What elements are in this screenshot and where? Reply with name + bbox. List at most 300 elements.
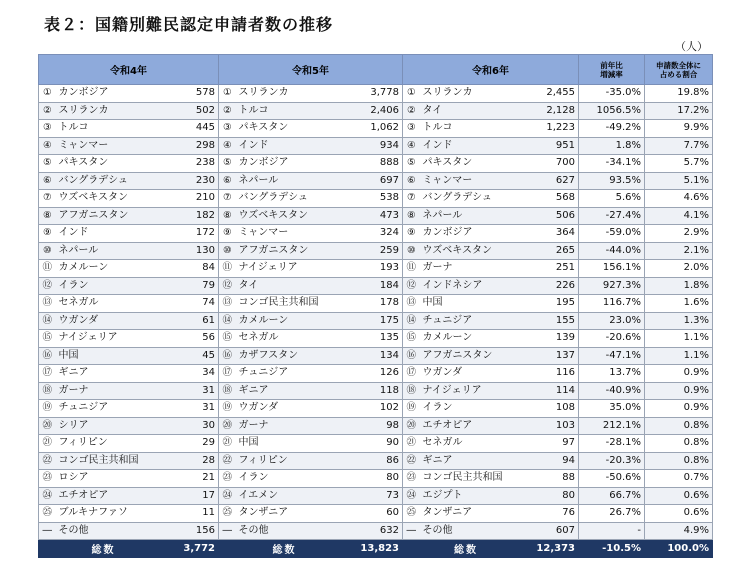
share-y6: 0.8% bbox=[645, 435, 713, 453]
rank-cell: ⑦ bbox=[219, 190, 236, 208]
total-label-y4: 総数 bbox=[39, 540, 169, 558]
country-y5: ナイジェリア bbox=[236, 260, 351, 278]
country-y4: シリア bbox=[56, 417, 169, 435]
count-y5: 934 bbox=[351, 137, 403, 155]
table-row bbox=[39, 452, 713, 470]
rank-cell: ⑩ bbox=[39, 242, 56, 260]
country-y5: コンゴ民主共和国 bbox=[236, 295, 351, 313]
rank-cell: ㉑ bbox=[39, 435, 56, 453]
country-y4: ミャンマー bbox=[56, 137, 169, 155]
count-y5: 60 bbox=[351, 505, 403, 523]
change-y6: 23.0% bbox=[579, 312, 645, 330]
share-y6: 1.1% bbox=[645, 347, 713, 365]
count-y4: 172 bbox=[169, 225, 219, 243]
country-y6: ネパール bbox=[420, 207, 530, 225]
country-y5: フィリピン bbox=[236, 452, 351, 470]
country-y5: イエメン bbox=[236, 487, 351, 505]
count-y4: 34 bbox=[169, 365, 219, 383]
rank-cell: ㉓ bbox=[219, 470, 236, 488]
table-row bbox=[39, 190, 713, 208]
change-y6: -27.4% bbox=[579, 207, 645, 225]
count-y5: 98 bbox=[351, 417, 403, 435]
unit-label: （人） bbox=[675, 40, 708, 53]
country-y4: フィリピン bbox=[56, 435, 169, 453]
share-y6: 0.9% bbox=[645, 382, 713, 400]
count-y4: 29 bbox=[169, 435, 219, 453]
share-y6: 0.8% bbox=[645, 452, 713, 470]
rank-cell: ⑭ bbox=[219, 312, 236, 330]
rank-cell: ⑰ bbox=[39, 365, 56, 383]
country-y6: インド bbox=[420, 137, 530, 155]
rank-cell: ⑲ bbox=[39, 400, 56, 418]
table-row bbox=[39, 505, 713, 523]
table-row bbox=[39, 330, 713, 348]
count-y6: 76 bbox=[530, 505, 579, 523]
country-y5: トルコ bbox=[236, 102, 351, 120]
count-y6: 114 bbox=[530, 382, 579, 400]
country-y4: チュニジア bbox=[56, 400, 169, 418]
table-row bbox=[39, 417, 713, 435]
change-y6: -34.1% bbox=[579, 155, 645, 173]
count-y5: 697 bbox=[351, 172, 403, 190]
rank-cell: ㉕ bbox=[39, 505, 56, 523]
table-row bbox=[39, 225, 713, 243]
table-row bbox=[39, 435, 713, 453]
rank-cell: ㉓ bbox=[403, 470, 420, 488]
count-y6: 88 bbox=[530, 470, 579, 488]
rank-cell: ③ bbox=[39, 120, 56, 138]
country-y5: その他 bbox=[236, 522, 351, 540]
rank-cell: ㉒ bbox=[403, 452, 420, 470]
count-y4: 210 bbox=[169, 190, 219, 208]
count-y6: 139 bbox=[530, 330, 579, 348]
country-y6: ナイジェリア bbox=[420, 382, 530, 400]
rank-cell: ⑳ bbox=[403, 417, 420, 435]
count-y5: 473 bbox=[351, 207, 403, 225]
country-y6: タンザニア bbox=[420, 505, 530, 523]
change-y6: 66.7% bbox=[579, 487, 645, 505]
count-y4: 17 bbox=[169, 487, 219, 505]
rank-cell: ⑳ bbox=[39, 417, 56, 435]
rank-cell: ⑮ bbox=[219, 330, 236, 348]
country-y4: アフガニスタン bbox=[56, 207, 169, 225]
rank-cell: ⑩ bbox=[219, 242, 236, 260]
table-row bbox=[39, 470, 713, 488]
table-row bbox=[39, 312, 713, 330]
country-y4: ネパール bbox=[56, 242, 169, 260]
rank-cell: ⑨ bbox=[219, 225, 236, 243]
rank-cell: ⑱ bbox=[39, 382, 56, 400]
header-y4: 令和4年 bbox=[39, 55, 219, 85]
count-y4: 30 bbox=[169, 417, 219, 435]
country-y4: エチオピア bbox=[56, 487, 169, 505]
rank-cell: ⑤ bbox=[39, 155, 56, 173]
count-y5: 134 bbox=[351, 347, 403, 365]
table-row bbox=[39, 120, 713, 138]
rank-cell: ③ bbox=[219, 120, 236, 138]
rank-cell: ⑥ bbox=[39, 172, 56, 190]
count-y6: 80 bbox=[530, 487, 579, 505]
count-y4: 182 bbox=[169, 207, 219, 225]
count-y5: 1,062 bbox=[351, 120, 403, 138]
rank-cell: ⑲ bbox=[219, 400, 236, 418]
count-y4: 578 bbox=[169, 85, 219, 103]
country-y6: カンボジア bbox=[420, 225, 530, 243]
country-y4: ロシア bbox=[56, 470, 169, 488]
country-y6: バングラデシュ bbox=[420, 190, 530, 208]
country-y4: セネガル bbox=[56, 295, 169, 313]
rank-cell: ⑯ bbox=[403, 347, 420, 365]
share-y6: 2.9% bbox=[645, 225, 713, 243]
rank-cell: ㉕ bbox=[403, 505, 420, 523]
count-y5: 888 bbox=[351, 155, 403, 173]
table-row bbox=[39, 277, 713, 295]
change-y6: -47.1% bbox=[579, 347, 645, 365]
count-y4: 156 bbox=[169, 522, 219, 540]
table-row bbox=[39, 260, 713, 278]
country-y6: ミャンマー bbox=[420, 172, 530, 190]
count-y4: 84 bbox=[169, 260, 219, 278]
count-y5: 184 bbox=[351, 277, 403, 295]
rank-cell: ⑲ bbox=[403, 400, 420, 418]
total-y4: 3,772 bbox=[169, 540, 219, 558]
count-y6: 700 bbox=[530, 155, 579, 173]
rank-cell: ⑧ bbox=[39, 207, 56, 225]
count-y4: 61 bbox=[169, 312, 219, 330]
rank-cell: ― bbox=[39, 522, 56, 540]
count-y6: 103 bbox=[530, 417, 579, 435]
rank-cell: ⑳ bbox=[219, 417, 236, 435]
rank-cell: ⑮ bbox=[39, 330, 56, 348]
change-y6: 156.1% bbox=[579, 260, 645, 278]
country-y5: アフガニスタン bbox=[236, 242, 351, 260]
share-y6: 7.7% bbox=[645, 137, 713, 155]
share-y6: 2.0% bbox=[645, 260, 713, 278]
rank-cell: ⑥ bbox=[219, 172, 236, 190]
count-y6: 226 bbox=[530, 277, 579, 295]
share-y6: 0.6% bbox=[645, 487, 713, 505]
count-y6: 265 bbox=[530, 242, 579, 260]
country-y6: ギニア bbox=[420, 452, 530, 470]
count-y4: 28 bbox=[169, 452, 219, 470]
rank-cell: ⑪ bbox=[403, 260, 420, 278]
change-y6: 93.5% bbox=[579, 172, 645, 190]
change-y6: -35.0% bbox=[579, 85, 645, 103]
change-y6: - bbox=[579, 522, 645, 540]
asylum-applicants-table bbox=[38, 54, 713, 558]
change-y6: 5.6% bbox=[579, 190, 645, 208]
count-y5: 2,406 bbox=[351, 102, 403, 120]
rank-cell: ⑯ bbox=[219, 347, 236, 365]
count-y4: 56 bbox=[169, 330, 219, 348]
change-y6: 1056.5% bbox=[579, 102, 645, 120]
rank-cell: ⑧ bbox=[403, 207, 420, 225]
country-y4: ガーナ bbox=[56, 382, 169, 400]
count-y5: 175 bbox=[351, 312, 403, 330]
share-y6: 9.9% bbox=[645, 120, 713, 138]
country-y6: コンゴ民主共和国 bbox=[420, 470, 530, 488]
rank-cell: ㉕ bbox=[219, 505, 236, 523]
country-y5: ネパール bbox=[236, 172, 351, 190]
table-row bbox=[39, 207, 713, 225]
share-y6: 4.1% bbox=[645, 207, 713, 225]
count-y5: 538 bbox=[351, 190, 403, 208]
count-y5: 3,778 bbox=[351, 85, 403, 103]
rank-cell: ⑤ bbox=[403, 155, 420, 173]
country-y6: その他 bbox=[420, 522, 530, 540]
country-y5: ガーナ bbox=[236, 417, 351, 435]
country-y5: バングラデシュ bbox=[236, 190, 351, 208]
country-y5: チュニジア bbox=[236, 365, 351, 383]
country-y6: カメルーン bbox=[420, 330, 530, 348]
count-y4: 11 bbox=[169, 505, 219, 523]
totals-row bbox=[39, 540, 713, 558]
count-y4: 45 bbox=[169, 347, 219, 365]
table-row bbox=[39, 172, 713, 190]
change-y6: 212.1% bbox=[579, 417, 645, 435]
count-y6: 568 bbox=[530, 190, 579, 208]
rank-cell: ⑥ bbox=[403, 172, 420, 190]
count-y6: 251 bbox=[530, 260, 579, 278]
country-y4: スリランカ bbox=[56, 102, 169, 120]
country-y5: ウガンダ bbox=[236, 400, 351, 418]
rank-cell: ㉔ bbox=[403, 487, 420, 505]
count-y6: 97 bbox=[530, 435, 579, 453]
country-y6: タイ bbox=[420, 102, 530, 120]
header-change: 前年比 増減率 bbox=[579, 55, 645, 85]
table-row bbox=[39, 347, 713, 365]
change-y6: -20.6% bbox=[579, 330, 645, 348]
rank-cell: ⑫ bbox=[403, 277, 420, 295]
table-row bbox=[39, 295, 713, 313]
rank-cell: ② bbox=[219, 102, 236, 120]
rank-cell: ㉑ bbox=[219, 435, 236, 453]
country-y6: エジプト bbox=[420, 487, 530, 505]
count-y4: 130 bbox=[169, 242, 219, 260]
country-y6: 中国 bbox=[420, 295, 530, 313]
count-y5: 632 bbox=[351, 522, 403, 540]
rank-cell: ⑪ bbox=[219, 260, 236, 278]
change-y6: 35.0% bbox=[579, 400, 645, 418]
country-y6: チュニジア bbox=[420, 312, 530, 330]
table-row bbox=[39, 242, 713, 260]
count-y6: 2,128 bbox=[530, 102, 579, 120]
rank-cell: ⑨ bbox=[39, 225, 56, 243]
rank-cell: ④ bbox=[403, 137, 420, 155]
table-body bbox=[39, 85, 713, 540]
change-y6: -40.9% bbox=[579, 382, 645, 400]
change-y6: 26.7% bbox=[579, 505, 645, 523]
rank-cell: ⑦ bbox=[39, 190, 56, 208]
country-y5: 中国 bbox=[236, 435, 351, 453]
rank-cell: ㉒ bbox=[39, 452, 56, 470]
rank-cell: ― bbox=[403, 522, 420, 540]
count-y4: 502 bbox=[169, 102, 219, 120]
rank-cell: ② bbox=[403, 102, 420, 120]
rank-cell: ㉔ bbox=[39, 487, 56, 505]
total-y5: 13,823 bbox=[351, 540, 403, 558]
country-y4: ウガンダ bbox=[56, 312, 169, 330]
total-y6: 12,373 bbox=[530, 540, 579, 558]
rank-cell: ⑪ bbox=[39, 260, 56, 278]
country-y5: カザフスタン bbox=[236, 347, 351, 365]
count-y5: 80 bbox=[351, 470, 403, 488]
rank-cell: ⑰ bbox=[219, 365, 236, 383]
change-y6: -59.0% bbox=[579, 225, 645, 243]
country-y5: ギニア bbox=[236, 382, 351, 400]
country-y5: カンボジア bbox=[236, 155, 351, 173]
count-y4: 238 bbox=[169, 155, 219, 173]
count-y4: 31 bbox=[169, 400, 219, 418]
rank-cell: ⑯ bbox=[39, 347, 56, 365]
count-y5: 259 bbox=[351, 242, 403, 260]
table-row bbox=[39, 155, 713, 173]
table-row bbox=[39, 365, 713, 383]
rank-cell: ⑩ bbox=[403, 242, 420, 260]
country-y4: バングラデシュ bbox=[56, 172, 169, 190]
rank-cell: ㉑ bbox=[403, 435, 420, 453]
country-y4: ギニア bbox=[56, 365, 169, 383]
count-y4: 21 bbox=[169, 470, 219, 488]
count-y5: 90 bbox=[351, 435, 403, 453]
country-y5: イラン bbox=[236, 470, 351, 488]
count-y4: 79 bbox=[169, 277, 219, 295]
count-y5: 324 bbox=[351, 225, 403, 243]
country-y5: インド bbox=[236, 137, 351, 155]
table-row bbox=[39, 522, 713, 540]
rank-cell: ⑭ bbox=[39, 312, 56, 330]
rank-cell: ① bbox=[219, 85, 236, 103]
share-y6: 19.8% bbox=[645, 85, 713, 103]
table-title: 表２：国籍別難民認定申請者数の推移 bbox=[44, 15, 334, 34]
rank-cell: ⑦ bbox=[403, 190, 420, 208]
change-y6: -20.3% bbox=[579, 452, 645, 470]
share-y6: 1.1% bbox=[645, 330, 713, 348]
total-label-y5: 総数 bbox=[219, 540, 351, 558]
change-y6: 13.7% bbox=[579, 365, 645, 383]
table-row bbox=[39, 137, 713, 155]
country-y6: イラン bbox=[420, 400, 530, 418]
share-y6: 1.6% bbox=[645, 295, 713, 313]
rank-cell: ⑫ bbox=[219, 277, 236, 295]
rank-cell: ⑭ bbox=[403, 312, 420, 330]
header-share: 申請数全体に 占める割合 bbox=[645, 55, 713, 85]
table-row bbox=[39, 85, 713, 103]
country-y4: ナイジェリア bbox=[56, 330, 169, 348]
change-y6: -49.2% bbox=[579, 120, 645, 138]
rank-cell: ㉒ bbox=[219, 452, 236, 470]
country-y6: セネガル bbox=[420, 435, 530, 453]
country-y5: パキスタン bbox=[236, 120, 351, 138]
count-y4: 230 bbox=[169, 172, 219, 190]
country-y5: ミャンマー bbox=[236, 225, 351, 243]
table-row bbox=[39, 487, 713, 505]
count-y5: 135 bbox=[351, 330, 403, 348]
share-y6: 4.9% bbox=[645, 522, 713, 540]
country-y5: ウズベキスタン bbox=[236, 207, 351, 225]
country-y5: セネガル bbox=[236, 330, 351, 348]
header-y5: 令和5年 bbox=[219, 55, 403, 85]
rank-cell: ④ bbox=[39, 137, 56, 155]
count-y5: 193 bbox=[351, 260, 403, 278]
header-row bbox=[39, 55, 713, 85]
country-y4: カンボジア bbox=[56, 85, 169, 103]
country-y4: トルコ bbox=[56, 120, 169, 138]
rank-cell: ⑤ bbox=[219, 155, 236, 173]
count-y4: 298 bbox=[169, 137, 219, 155]
rank-cell: ③ bbox=[403, 120, 420, 138]
rank-cell: ② bbox=[39, 102, 56, 120]
count-y6: 364 bbox=[530, 225, 579, 243]
count-y6: 1,223 bbox=[530, 120, 579, 138]
rank-cell: ⑬ bbox=[403, 295, 420, 313]
change-y6: 927.3% bbox=[579, 277, 645, 295]
country-y6: アフガニスタン bbox=[420, 347, 530, 365]
header-y6: 令和6年 bbox=[403, 55, 579, 85]
change-y6: -50.6% bbox=[579, 470, 645, 488]
share-y6: 0.9% bbox=[645, 400, 713, 418]
rank-cell: ⑮ bbox=[403, 330, 420, 348]
total-change: -10.5% bbox=[579, 540, 645, 558]
total-share: 100.0% bbox=[645, 540, 713, 558]
share-y6: 5.7% bbox=[645, 155, 713, 173]
rank-cell: ⑬ bbox=[39, 295, 56, 313]
share-y6: 5.1% bbox=[645, 172, 713, 190]
country-y6: トルコ bbox=[420, 120, 530, 138]
country-y6: ウガンダ bbox=[420, 365, 530, 383]
country-y6: スリランカ bbox=[420, 85, 530, 103]
count-y5: 86 bbox=[351, 452, 403, 470]
share-y6: 0.9% bbox=[645, 365, 713, 383]
rank-cell: ① bbox=[39, 85, 56, 103]
count-y6: 94 bbox=[530, 452, 579, 470]
rank-cell: ① bbox=[403, 85, 420, 103]
table-row bbox=[39, 102, 713, 120]
count-y6: 195 bbox=[530, 295, 579, 313]
rank-cell: ⑱ bbox=[219, 382, 236, 400]
rank-cell: ④ bbox=[219, 137, 236, 155]
country-y6: インドネシア bbox=[420, 277, 530, 295]
country-y4: イラン bbox=[56, 277, 169, 295]
country-y4: パキスタン bbox=[56, 155, 169, 173]
count-y5: 178 bbox=[351, 295, 403, 313]
share-y6: 1.3% bbox=[645, 312, 713, 330]
table-row bbox=[39, 400, 713, 418]
country-y5: タンザニア bbox=[236, 505, 351, 523]
count-y5: 73 bbox=[351, 487, 403, 505]
count-y5: 126 bbox=[351, 365, 403, 383]
count-y6: 155 bbox=[530, 312, 579, 330]
count-y4: 31 bbox=[169, 382, 219, 400]
count-y5: 102 bbox=[351, 400, 403, 418]
count-y6: 108 bbox=[530, 400, 579, 418]
rank-cell: ⑨ bbox=[403, 225, 420, 243]
country-y5: カメルーン bbox=[236, 312, 351, 330]
share-y6: 0.6% bbox=[645, 505, 713, 523]
change-y6: -28.1% bbox=[579, 435, 645, 453]
share-y6: 0.7% bbox=[645, 470, 713, 488]
rank-cell: ⑫ bbox=[39, 277, 56, 295]
rank-cell: ― bbox=[219, 522, 236, 540]
count-y6: 607 bbox=[530, 522, 579, 540]
count-y6: 951 bbox=[530, 137, 579, 155]
rank-cell: ⑰ bbox=[403, 365, 420, 383]
country-y4: インド bbox=[56, 225, 169, 243]
share-y6: 4.6% bbox=[645, 190, 713, 208]
count-y4: 74 bbox=[169, 295, 219, 313]
rank-cell: ㉓ bbox=[39, 470, 56, 488]
count-y6: 627 bbox=[530, 172, 579, 190]
